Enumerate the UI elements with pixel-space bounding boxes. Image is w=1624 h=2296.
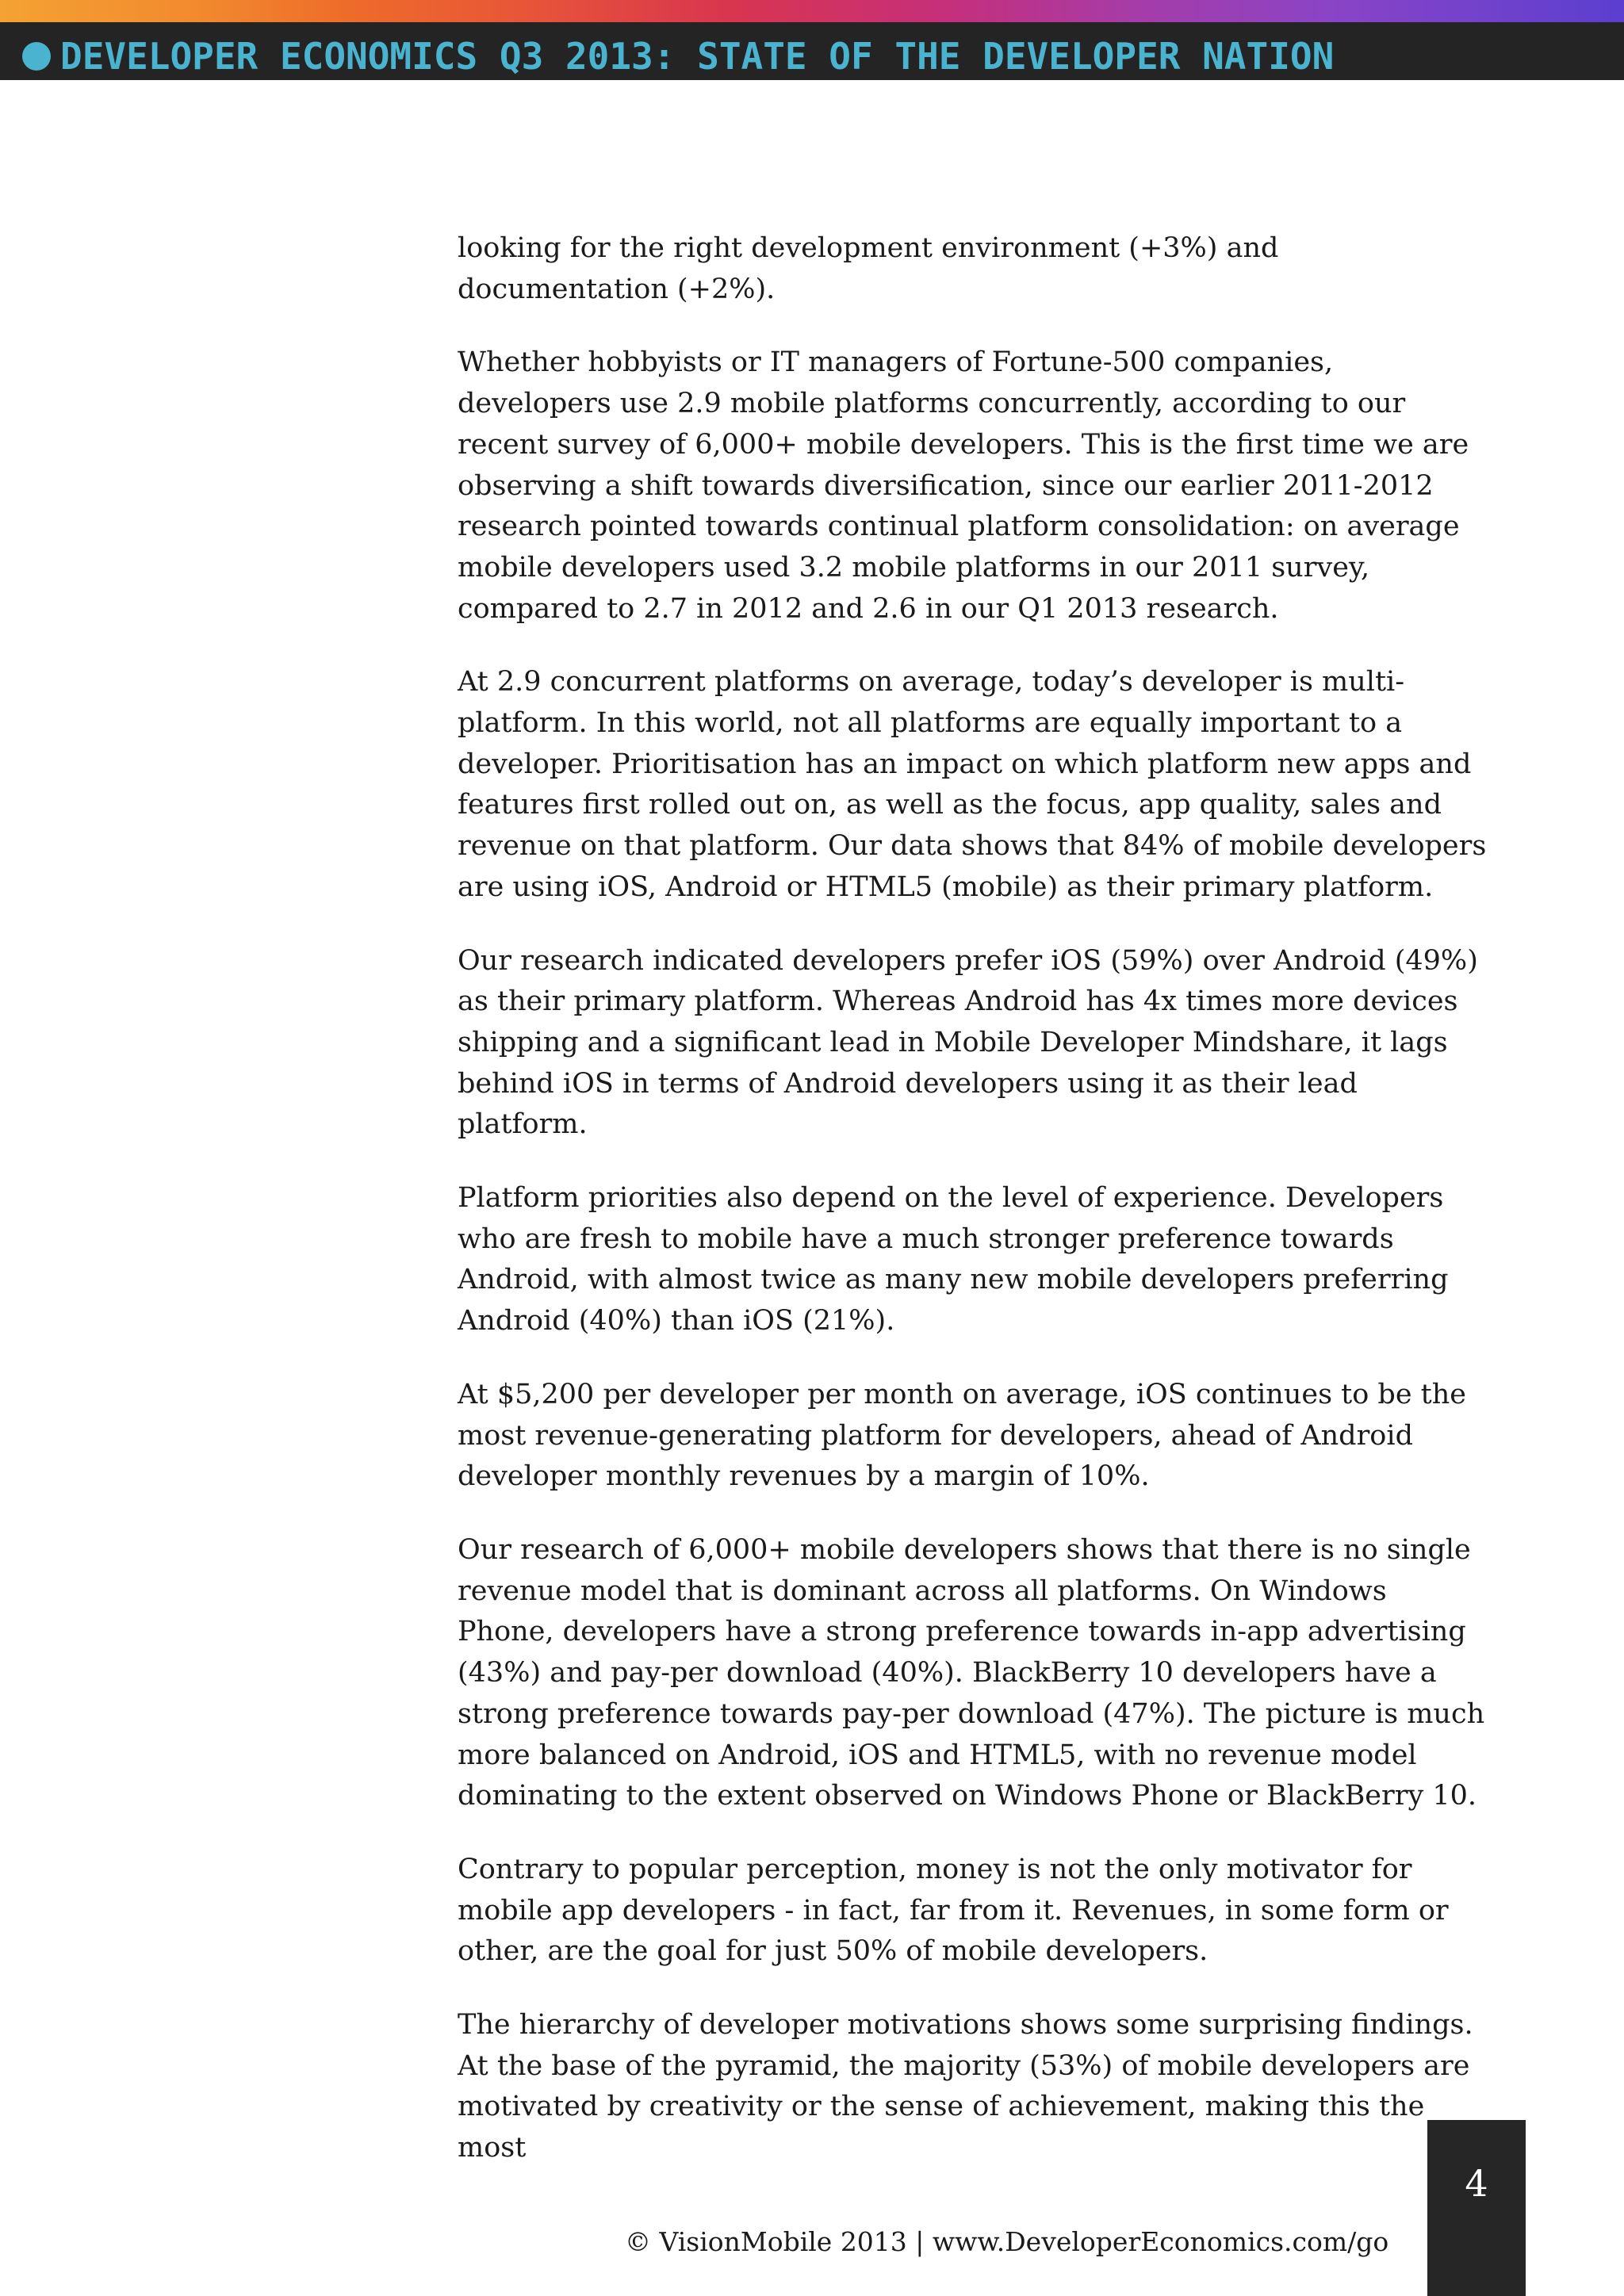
footer-copyright: © VisionMobile 2013 | www.DeveloperEconomics.com/go (625, 2226, 1389, 2257)
paragraph: At 2.9 concurrent platforms on average, today’s developer is multi-platform. In this world, not all platforms are equally important to a developer. Prioritisation has an impact on which platform new apps and features first rolled out on, as well as the focus, app quality, sales and revenue on that platform. Our data shows that 84% of mobile developers are using iOS, Android or HTML5 (mobile) as their primary platform. (458, 666, 1487, 903)
paragraph: looking for the right development environment (+3%) and documentation (+2%). (458, 232, 1279, 305)
page-header (0, 0, 1624, 80)
paragraph: Our research of 6,000+ mobile developers shows that there is no single revenue model that is dominant across all platforms. On Windows Phone, developers have a strong preference towards in-app advertising (43%) and pay-per download (40%). BlackBerry 10 developers have a strong preference towards pay-per download (47%). The picture is much more balanced on Android, iOS and HTML5, with no revenue model dominating to the extent observed on Windows Phone or BlackBerry 10. (458, 1533, 1485, 1812)
paragraph: At $5,200 per developer per month on average, iOS continues to be the most revenue-generating platform for developers, ahead of Android developer monthly revenues by a margin of 10%. (458, 1378, 1466, 1493)
header-dot-icon (22, 42, 51, 71)
header-gradient-bar (0, 0, 1624, 22)
body-text (458, 228, 1488, 2202)
paragraph: The hierarchy of developer motivations shows some surprising findings. At the base of the pyramid, the majority (53%) of mobile developers are motivated by creativity or the sense of achievement, making this the most (458, 2009, 1473, 2164)
paragraph: Platform priorities also depend on the level of experience. Developers who are fresh to mobile have a much stronger preference towards Android, with almost twice as many new mobile developers preferring Android (40%) than iOS (21%). (458, 1182, 1449, 1337)
header-title: DEVELOPER ECONOMICS Q3 2013: STATE OF THE DEVELOPER NATION (60, 35, 1335, 78)
paragraph: Whether hobbyists or IT managers of Fortune-500 companies, developers use 2.9 mobile platforms concurrently, according to our recent survey of 6,000+ mobile developers. This is the first time we are observing a shift towards diversification, since our earlier 2011-2012 research pointed towards continual platform consolidation: on average mobile developers used 3.2 mobile platforms in our 2011 survey, compared to 2.7 in 2012 and 2.6 in our Q1 2013 research. (458, 346, 1469, 625)
page-number-box (1427, 2120, 1526, 2296)
page-number: 4 (1465, 2162, 1488, 2205)
paragraph: Our research indicated developers prefer iOS (59%) over Android (49%) as their primary platform. Whereas Android has 4x times more devices shipping and a significant lead in Mobile Developer Mindshare, it lags behind iOS in terms of Android developers using it as their lead platform. (458, 944, 1478, 1141)
paragraph: Contrary to popular perception, money is not the only motivator for mobile app developers - in fact, far from it. Revenues, in some form or other, are the goal for just 50% of mobile developers. (458, 1853, 1449, 1968)
